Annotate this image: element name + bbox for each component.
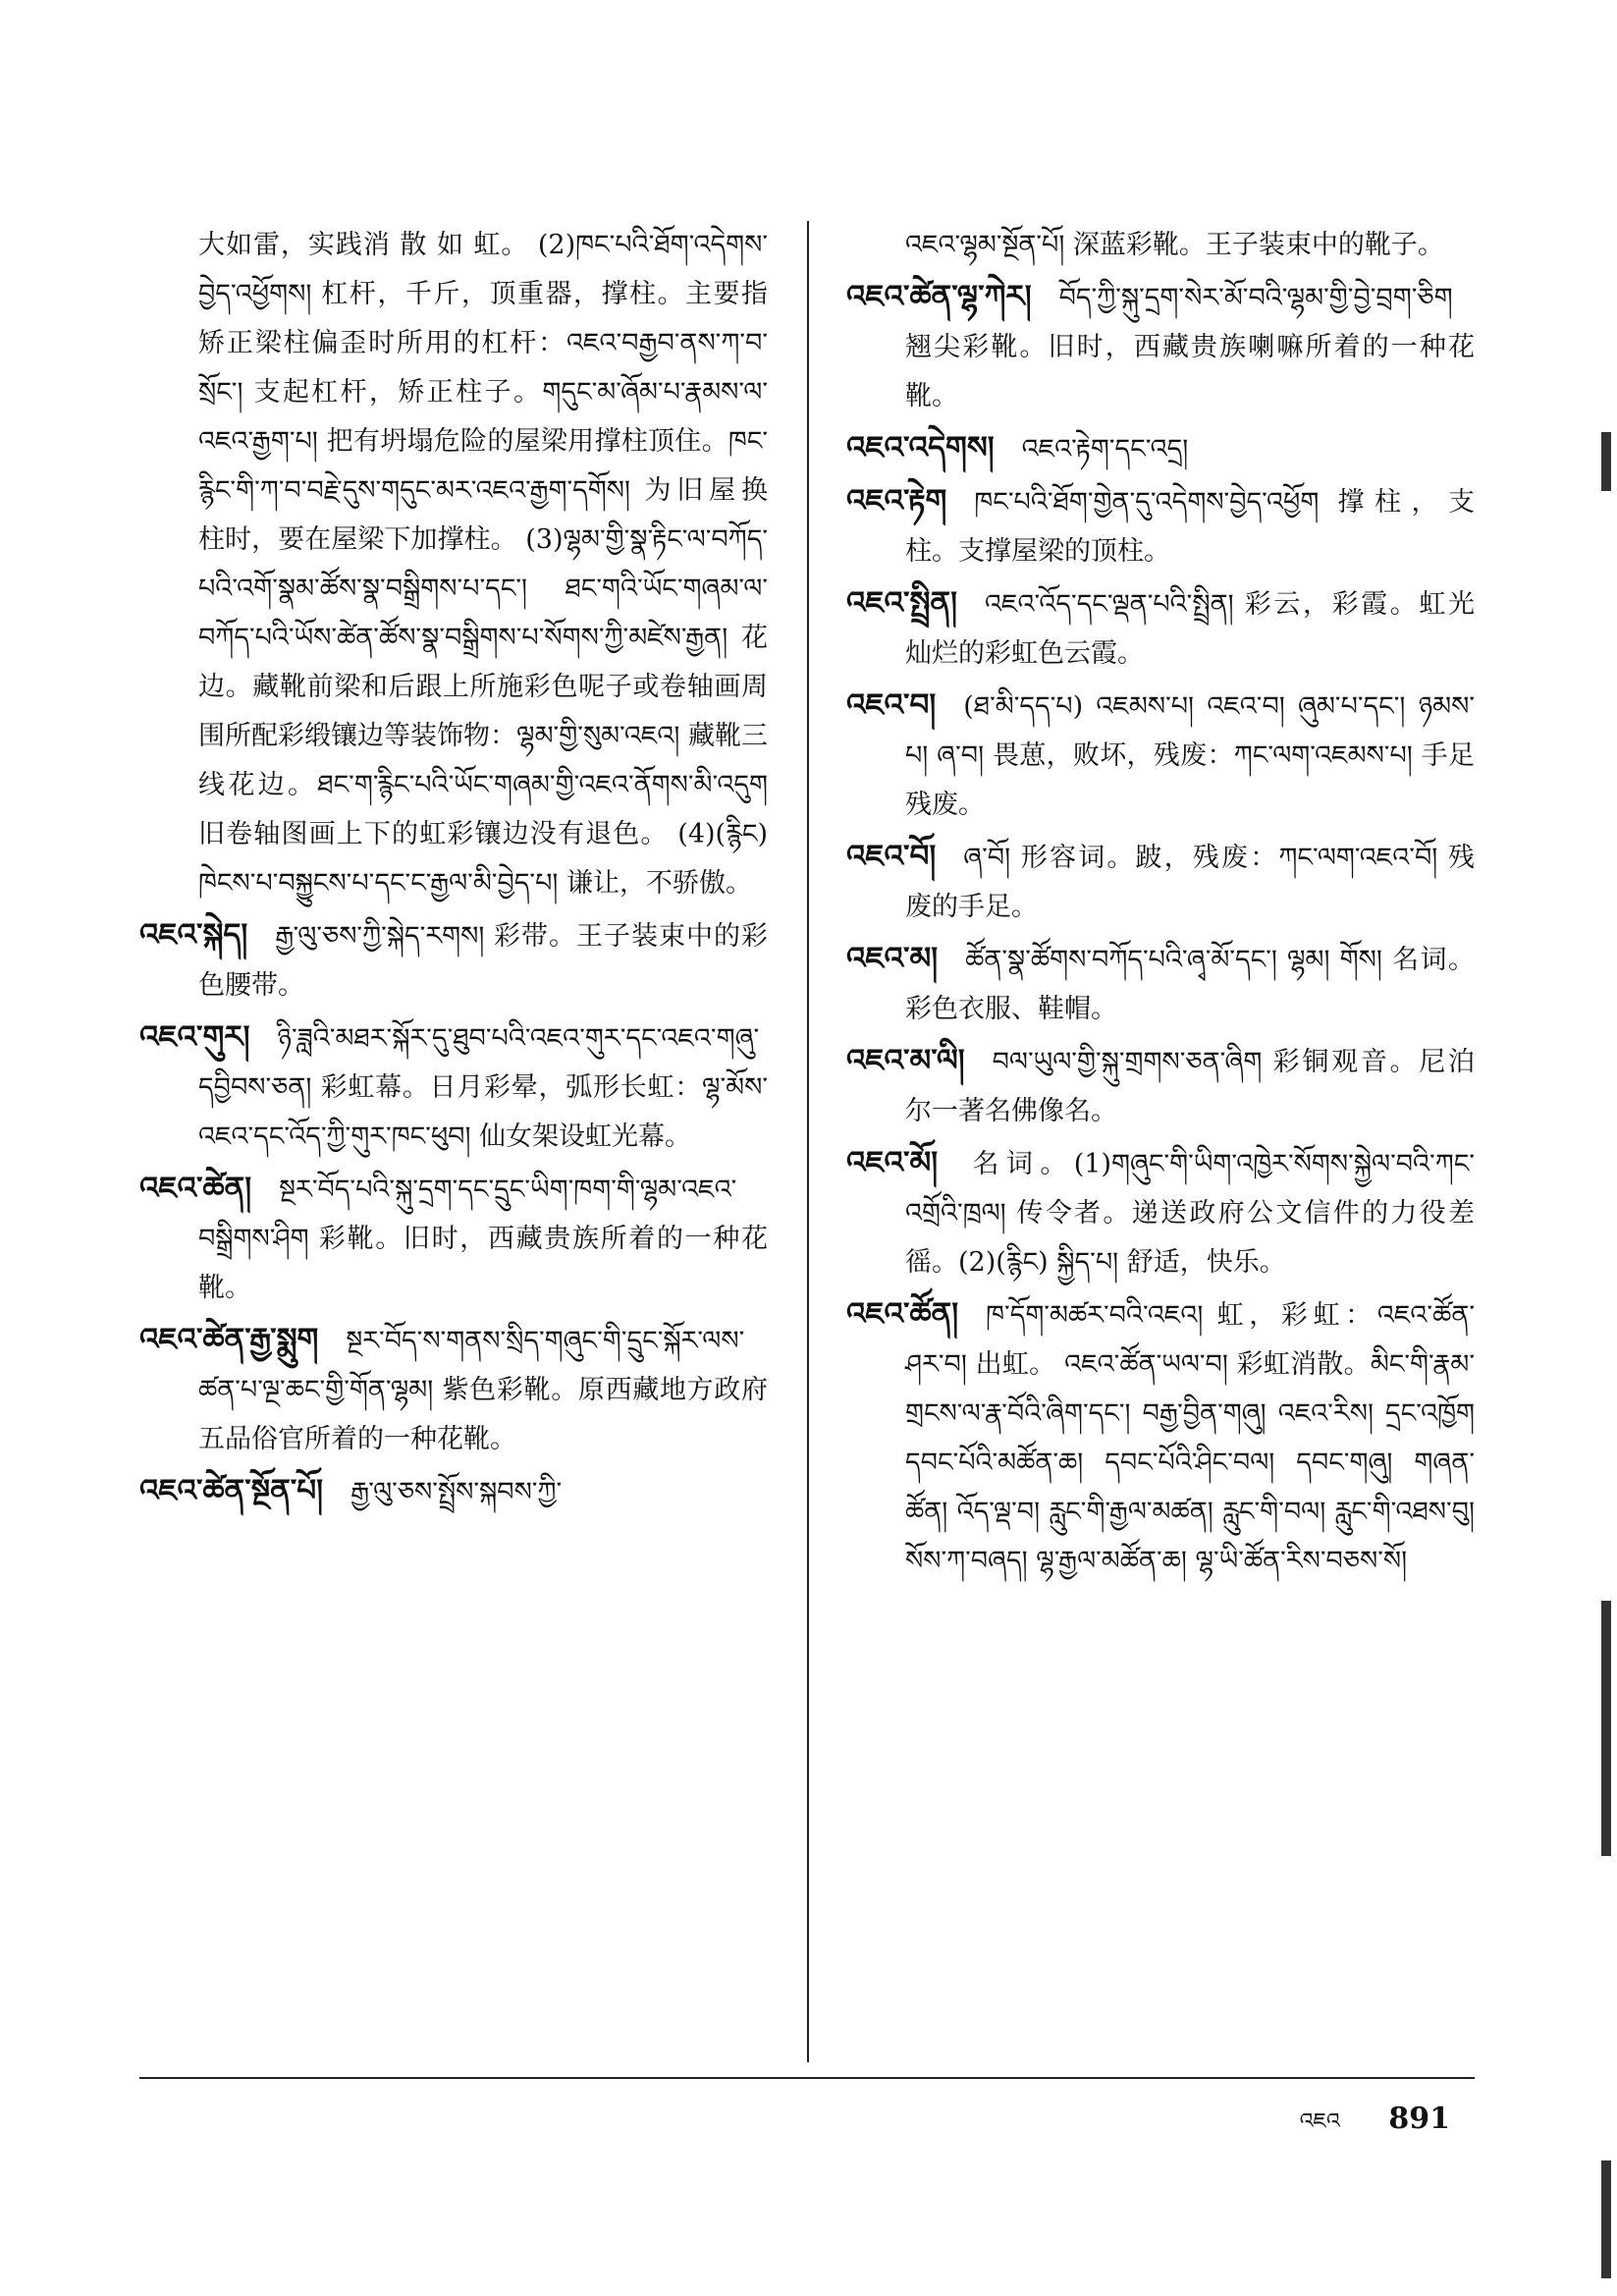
entry-headword: འཇའ་ཚེན་ལྷ་ཀེར། [846, 279, 1032, 314]
entry-headword: འཇའ་མ་ལི། [846, 1043, 965, 1078]
dictionary-entry [846, 681, 1475, 830]
dictionary-entry [139, 1466, 768, 1517]
dictionary-entry [139, 1315, 768, 1464]
entry-headword: འཇའ་སྐེད། [139, 917, 248, 953]
entry-headword: འཇའ་རྟེག [846, 483, 947, 519]
dictionary-entry [846, 272, 1475, 421]
dictionary-entry [846, 1289, 1475, 1586]
entry-headword: འཇའ་ཚེན་རྒྱ་སྨུག [139, 1322, 319, 1357]
dictionary-entry [139, 1164, 768, 1313]
entry-headword: འཇའ་བ། [846, 687, 937, 723]
footer-rule [139, 2077, 1475, 2079]
entry-definition: ཞ་བོ། 形容词。跛，残废：ཀང་ལག་འཇའ་བོ། 残废的手足。 [905, 843, 1475, 922]
dictionary-entry [846, 423, 1475, 474]
dictionary-entry [846, 476, 1475, 576]
scan-edge-mark [1601, 1601, 1611, 1856]
left-column [139, 221, 768, 1519]
entry-definition: ཁང་པའི་ཐོག་གྱེན་དུ་འདེགས་བྱེད་འཕྱོག 撑柱，支柱。支撑屋梁的顶柱。 [905, 487, 1475, 567]
scan-edge-mark [1601, 432, 1611, 491]
entry-definition: འཇའ་རྟེག་དང་འདྲ། [1021, 434, 1189, 465]
dictionary-entry [846, 832, 1475, 932]
dictionary-entry [846, 578, 1475, 679]
entry-definition: (ཐ་མི་དད་པ) འཇམས་པ། འཇའ་བ། ཞུམ་པ་དང་། ཉམས་པ། ཞ་བ། 畏葸，败坏，残废：ཀང་ལག་འཇམས་པ། 手足残废。 [905, 691, 1475, 820]
entry-definition: 名词。(1)གཞུང་གི་ཡིག་འཁྱེར་སོགས་སྐྱེལ་བའི་ཀང་འགྲོའི་ཁྲལ། 传令者。递送政府公文信件的力役差徭。(2)(རྙིང) སྐྱིད་པ། 舒适，快乐。 [905, 1149, 1475, 1278]
continuation-paragraph: འཇའ་ལྷམ་སྔོན་པོ། 深蓝彩靴。王子装束中的靴子。 [905, 230, 1444, 260]
entry-headword: འཇའ་བོ། [846, 839, 937, 874]
dictionary-entry [846, 1138, 1475, 1287]
entry-headword: འཇའ་མོ། [846, 1145, 939, 1180]
entry-definition: ཁ་དོག་མཚར་བའི་འཇའ། 虹，彩虹：འཇའ་ཚོན་ཤར་བ། 出虹。 འཇའ་ཚོན་ཡལ་བ། 彩虹消散。མིང་གི་རྣམ་གྲངས་ལ་རྣ་བོའི་ཞིག་དང་། བརྒྱ་བྱིན་གཞུ། འཇའ་རིས། དྲང་འཁྱོག དབང་པོའི་མཚོན་ཆ། དབང་པོའི་ཤིང་བལ། དབང་གཞུ། གཞན་ཚོན། འོད་ལྡ་བ། རླུང་གི་རྒྱལ་མཚན། རླུང་གི་བལ། རླུང་གི་འཐས་བུ། སོས་ཀ་བཞད། ལྷ་རྒྱལ་མཚོན་ཆ། ལྷ་ཡི་ཚོན་རིས་བཅས་སོ། [905, 1300, 1475, 1576]
entry-definition: བོད་ཀྱི་སྐུ་དྲག་སེར་མོ་བའི་ལྷམ་གྱི་བྱེ་བྲག་ཅིག 翘尖彩靴。旧时，西藏贵族喇嘛所着的一种花靴。 [905, 283, 1475, 411]
right-column [846, 221, 1475, 1588]
page-footer [1300, 2097, 1450, 2158]
entry-headword: འཇའ་གུར། [139, 1019, 250, 1055]
continuation-paragraph: 大如雷，实践消 散 如 虹。 (2)ཁང་པའི་ཐོག་འདེགས་བྱེད་འཕྱོགས། 杠杆，千斤，顶重器，撑柱。主要指矫正梁柱偏歪时所用的杠杆：འཇའ་བརྒྱབ་ནས་ཀ་བ་སྲོང་། 支起杠杆，矫正柱子。གདུང་མ་ཞོམ་པ་རྣམས་ལ་འཇའ་རྒྱག་པ། 把有坍塌危险的屋梁用撑柱顶住。ཁང་རྙིང་གི་ཀ་བ་བརྗེ་དུས་གདུང་མར་འཇའ་རྒྱག་དགོས། 为旧屋换柱时，要在屋梁下加撑柱。 (3)ལྷམ་གྱི་སྣ་རྟིང་ལ་བཀོད་པའི་འགོ་སྣམ་ཚོས་སྣ་བསྒྲིགས་པ་དང་། ཐང་གའི་ཡོང་གཞམ་ལ་བཀོད་པའི་ཡོས་ཚེན་ཚོས་སྣ་བསྒྲིགས་པ་སོགས་ཀྱི་མཛེས་རྒྱན། 花边。藏靴前梁和后跟上所施彩色呢子或卷轴画周围所配彩缎镶边等装饰物：ལྷམ་གྱི་སུམ་འཇའ། 藏靴三线花边。ཐང་ག་རྙིང་པའི་ཡོང་གཞམ་གྱི་འཇའ་ནོགས་མི་འདུག 旧卷轴图画上下的虹彩镶边没有退色。 (4)(རྙིང) ཁེངས་པ་བསྐྱུངས་པ་དང་ང་རྒྱལ་མི་བྱེད་པ། 谦让，不骄傲。 [198, 230, 768, 899]
entry-headword: འཇའ་སྤྲིན། [846, 585, 957, 621]
entry-headword: འཇའ་ཚེན་སྔོན་པོ། [139, 1473, 324, 1508]
entry-headword: འཇའ་འདེགས། [846, 430, 995, 465]
entry-definition: འཇའ་འོད་དང་ལྡན་པའི་སྤྲིན། 彩云，彩霞。虹光灿烂的彩虹色云霞。 [905, 589, 1475, 669]
entry-definition: ཚོན་སྣ་ཚོགས་བཀོད་པའི་ཞྭ་མོ་དང་། ལྷམ། གོས། 名词。彩色衣服、鞋帽。 [905, 945, 1475, 1024]
entry-definition: རྒྱ་ལུ་ཅས་ཀྱི་སྐེད་རགས། 彩带。王子装束中的彩色腰带。 [198, 921, 768, 1001]
scan-edge-mark [1601, 2160, 1611, 2278]
entry-definition: སྔར་བོད་པའི་སྐུ་དྲག་དང་དྲུང་ཡིག་ཁག་གི་ལྷམ་འཇའ་བསྒྲིགས་ཤིག 彩靴。旧时，西藏贵族所着的一种花靴。 [198, 1175, 768, 1303]
entry-headword: འཇའ་མ། [846, 941, 939, 976]
scan-edge-marks [1588, 0, 1617, 2296]
running-head: འཇའ [1299, 2109, 1340, 2134]
entry-headword: འཇའ་ཚེན། [139, 1171, 252, 1206]
entry-definition: སྔར་བོད་ས་གནས་སྲིད་གཞུང་གི་དྲུང་སྐོར་ལས་ཚན་པ་ལྔ་ཆང་གྱི་གོན་ལྷམ། 紫色彩靴。原西藏地方政府五品俗官所着的一种花靴。 [198, 1326, 768, 1454]
entry-definition: བལ་ཡུལ་གྱི་སྐུ་གྲགས་ཅན་ཞིག 彩铜观音。尼泊尔一著名佛像名。 [905, 1047, 1475, 1126]
page-number: 891 [1388, 2102, 1450, 2136]
entry-headword: འཇའ་ཚོན། [846, 1296, 959, 1332]
column-divider [807, 221, 809, 2062]
dictionary-entry [846, 1036, 1475, 1136]
dictionary-entry [139, 1012, 768, 1162]
entry-definition: རྒྱ་ལུ་ཅས་སྤྲོས་སྐབས་ཀྱི་ [350, 1477, 563, 1507]
entry-definition: ཉི་ཟླའི་མཐར་སྐོར་དུ་ཐུབ་པའི་འཇའ་གུར་དང་འཇའ་གཞུ་དབྱིབས་ཅན། 彩虹幕。日月彩晕，弧形长虹：ལྷ་མོས་འཇའ་དང་འོད་ཀྱི་གུར་ཁང་ཕུབ། 仙女架设虹光幕。 [198, 1023, 768, 1152]
dictionary-entry [846, 934, 1475, 1034]
dictionary-entry [139, 910, 768, 1011]
